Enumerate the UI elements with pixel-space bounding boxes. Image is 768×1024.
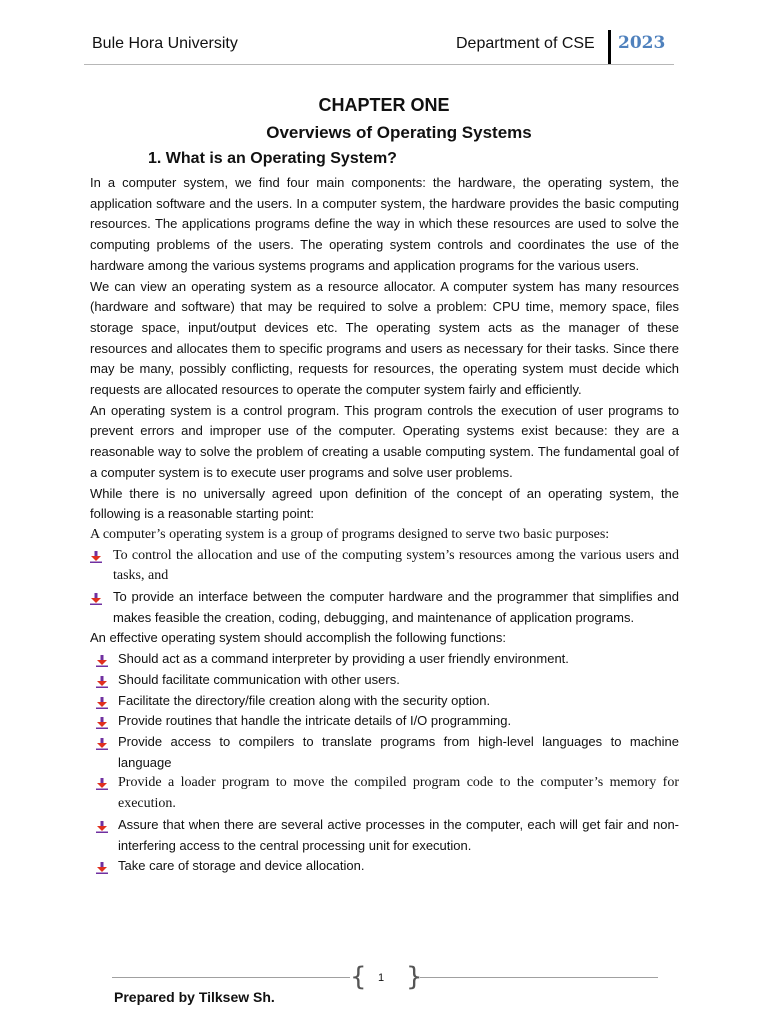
paragraph: An effective operating system should accomplish the following functions: bbox=[90, 630, 506, 646]
document-body bbox=[90, 173, 679, 877]
arrow-bullet-icon bbox=[96, 653, 108, 665]
list-item bbox=[90, 546, 679, 587]
list-item-text: Assure that when there are several active processes in the computer, each will get fair and non-interfering access to the central processing unit for execution. bbox=[118, 816, 679, 853]
list-item-text: Should facilitate communication with other users. bbox=[118, 671, 400, 687]
paragraph: An operating system is a control program. This program controls the execution of user programs to prevent errors and improper use of the computer. Operating systems exist because: they are a reasonable way to solve the problem of creating a usable computing system. The fundamental goal of a computer system is to execute user programs and solve user problems. bbox=[90, 402, 679, 480]
page-number: 1 bbox=[378, 972, 385, 984]
list-item-text: Should act as a command interpreter by providing a user friendly environment. bbox=[118, 651, 569, 667]
header-year: 2023 bbox=[618, 33, 666, 53]
list-item bbox=[90, 856, 679, 877]
list-item bbox=[90, 587, 679, 628]
list-item bbox=[90, 670, 679, 691]
arrow-bullet-icon bbox=[96, 777, 108, 789]
arrow-bullet-icon bbox=[96, 695, 108, 707]
list-item-text: Provide a loader program to move the compiled program code to the computer’s memory for execution. bbox=[118, 775, 679, 812]
paragraph: We can view an operating system as a resource allocator. A computer system has many resources (hardware and software) that may be required to solve a problem: CPU time, memory space, files storage space, input/output devices etc. The operating system acts as the manager of these resources and allocates them to specific programs and users as necessary for their tasks. Since there may be many, possibly conflicting, requests for resources, the operating system must decide which requests are allocated resources to operate the computer system fairly and efficiently. bbox=[90, 278, 679, 398]
header-divider bbox=[608, 30, 611, 64]
list-item bbox=[90, 815, 679, 856]
page-header bbox=[84, 30, 674, 65]
list-item-text: To provide an interface between the computer hardware and the programmer that simplifies and makes feasible the creation, coding, debugging, and maintenance of application programs. bbox=[113, 589, 679, 625]
arrow-bullet-icon bbox=[96, 736, 108, 748]
list-item bbox=[90, 649, 679, 670]
paragraph: In a computer system, we find four main components: the hardware, the operating system, the application software and the users. In a computer system, the hardware provides the basic computing resources. The applications programs define the way in which these resources are used to solve the computing problems of the users. The operating system controls and coordinates the use of the hardware among the various systems programs and application programs for the various users. bbox=[90, 175, 679, 273]
list-item-text: Take care of storage and device allocation. bbox=[118, 858, 365, 874]
chapter-title: CHAPTER ONE bbox=[318, 95, 450, 115]
list-item bbox=[90, 711, 679, 732]
footer-rule-right bbox=[420, 977, 658, 978]
right-brace-icon: } bbox=[406, 962, 423, 992]
arrow-bullet-icon bbox=[90, 550, 102, 562]
chapter-subtitle: Overviews of Operating Systems bbox=[266, 123, 532, 142]
list-item bbox=[90, 691, 679, 712]
paragraph: While there is no universally agreed upon definition of the concept of an operating system, the following is a reasonable starting point: bbox=[90, 485, 679, 522]
arrow-bullet-icon bbox=[90, 591, 102, 603]
list-item-text: Provide routines that handle the intricate details of I/O programming. bbox=[118, 713, 512, 729]
paragraph: A computer’s operating system is a group of programs designed to serve two basic purposes: bbox=[90, 526, 610, 542]
arrow-bullet-icon bbox=[96, 860, 108, 872]
arrow-bullet-icon bbox=[96, 819, 108, 831]
list-item bbox=[90, 773, 679, 814]
section-heading: 1. What is an Operating System? bbox=[148, 150, 397, 167]
list-item bbox=[90, 732, 679, 773]
list-item-text: Facilitate the directory/file creation along with the security option. bbox=[118, 692, 491, 708]
list-item-text: To control the allocation and use of the computing system’s resources among the various users and tasks, and bbox=[113, 547, 679, 584]
department-name: Department of CSE bbox=[456, 35, 595, 52]
list-item-text: Provide access to compilers to translate programs from high-level languages to machine language bbox=[118, 733, 679, 770]
left-brace-icon: { bbox=[350, 962, 367, 992]
arrow-bullet-icon bbox=[96, 715, 108, 727]
footer-rule-left bbox=[112, 977, 350, 978]
purposes-list bbox=[90, 546, 679, 629]
arrow-bullet-icon bbox=[96, 674, 108, 686]
functions-list bbox=[90, 649, 679, 877]
university-name: Bule Hora University bbox=[92, 35, 238, 52]
prepared-by: Prepared by Tilksew Sh. bbox=[114, 989, 275, 1005]
